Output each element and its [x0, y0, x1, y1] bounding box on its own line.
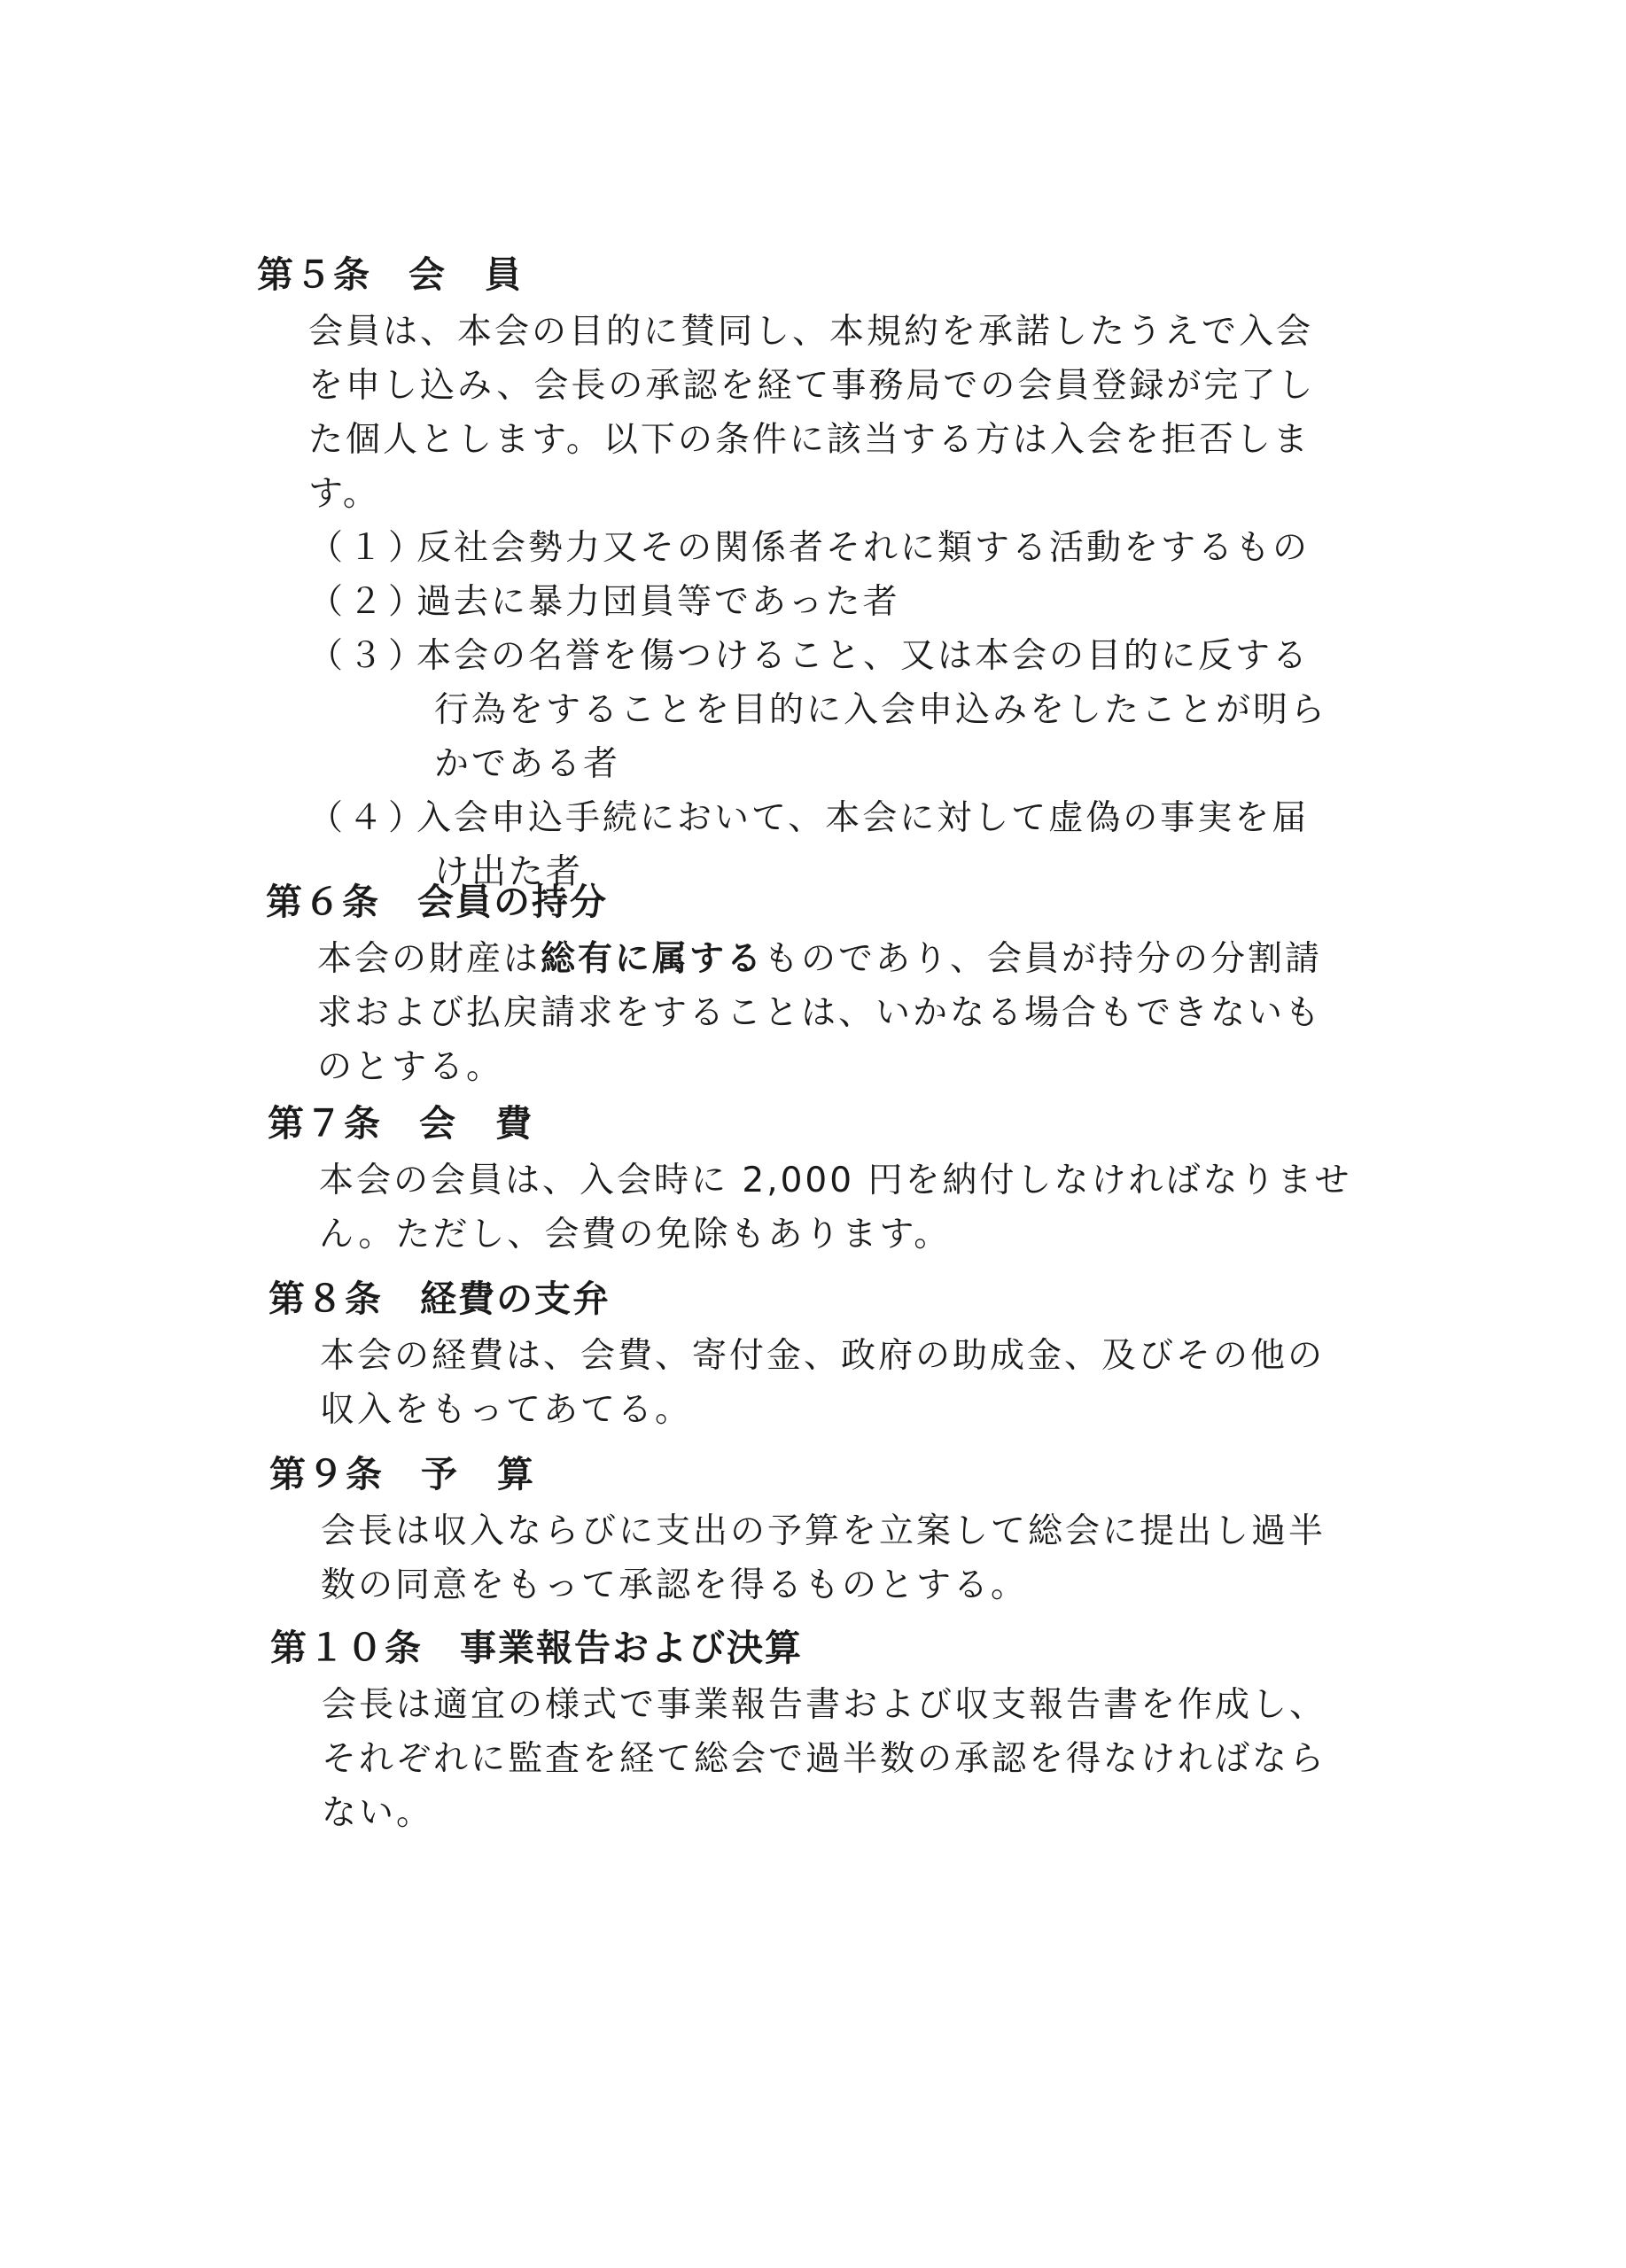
body-line: す。: [308, 474, 380, 514]
article-body: [322, 1678, 1387, 1840]
list-item: [308, 575, 1373, 629]
body-line: ん。ただし、会費の免除もあります。: [319, 1215, 952, 1254]
list-item-continuation: 行為をすることを目的に入会申込みをしたことが明ら: [434, 690, 1328, 730]
article-body: [317, 932, 1382, 1094]
article-body: [319, 1153, 1384, 1262]
article-heading: [268, 1099, 1384, 1148]
body-line: た個人とします。以下の条件に該当する方は入会を拒否しま: [308, 420, 1311, 460]
list-item-continuation: かである者: [434, 744, 621, 784]
article-heading: [270, 1623, 1387, 1673]
article-number: 第５条: [257, 253, 371, 296]
list-item-text: 入会申込手続において、本会に対して虚偽の事実を届: [416, 798, 1310, 838]
list-item-continuation: け出た者: [434, 852, 584, 892]
article-title: 経費の支弁: [420, 1278, 611, 1320]
list-marker: （４）: [308, 798, 429, 838]
body-line: を申し込み、会長の承認を経て事務局での会員登録が完了し: [308, 366, 1316, 406]
article-title: 会 費: [419, 1102, 533, 1145]
article-number: 第６条: [266, 881, 380, 923]
article-body: [308, 305, 1373, 899]
body-line: 数の同意をもって承認を得るものとする。: [321, 1565, 1029, 1605]
body-line: 会長は適宜の様式で事業報告書および収支報告書を作成し、: [322, 1685, 1327, 1725]
list-marker: （２）: [308, 582, 429, 622]
body-line: ない。: [322, 1793, 434, 1833]
body-line: 会員は、本会の目的に賛同し、本規約を承諾したうえで入会: [308, 312, 1314, 352]
article-title: 事業報告および決算: [460, 1627, 803, 1669]
article-number: 第８条: [268, 1278, 383, 1320]
article-title: 予 算: [421, 1453, 535, 1495]
list-item: [308, 521, 1373, 575]
body-line: 会長は収入ならびに支出の予算を立案して総会に提出し過半: [321, 1511, 1326, 1551]
article-number: 第９条: [269, 1453, 384, 1495]
article-7: [268, 1099, 1384, 1262]
article-title: 会 員: [408, 253, 523, 296]
body-line: 収入をもってあてる。: [320, 1390, 693, 1430]
article-10: [270, 1623, 1387, 1840]
body-text: ものであり、会員が持分の分割請: [764, 939, 1323, 979]
article-9: [269, 1449, 1386, 1612]
article-heading: [257, 250, 1373, 299]
article-heading: [268, 1274, 1385, 1324]
body-line: 本会の会員は、入会時に 2,000 円を納付しなければなりませ: [319, 1161, 1352, 1200]
list-item: [308, 629, 1373, 683]
list-marker: （１）: [308, 528, 429, 568]
article-number: 第７条: [268, 1102, 382, 1145]
list-item: [308, 791, 1373, 845]
article-number: 第１０条: [270, 1627, 423, 1669]
body-text: 本会の財産は: [317, 939, 541, 979]
article-heading: [266, 877, 1382, 927]
body-line: 本会の経費は、会費、寄付金、政府の助成金、及びその他の: [320, 1336, 1326, 1376]
emphasized-text: 総有に属する: [541, 939, 765, 979]
body-line: 求および払戻請求をすることは、いかなる場合もできないも: [317, 993, 1323, 1033]
article-6: [266, 877, 1382, 1094]
list-marker: （３）: [308, 636, 429, 676]
condition-list: [308, 521, 1373, 899]
list-item-text: 反社会勢力又その関係者それに類する活動をするもの: [416, 528, 1311, 568]
body-line: のとする。: [317, 1047, 504, 1087]
article-body: [321, 1504, 1386, 1612]
list-item-text: 過去に暴力団員等であった者: [416, 582, 900, 622]
body-line: [317, 932, 1382, 986]
article-body: [320, 1329, 1385, 1437]
article-title: 会員の持分: [417, 881, 608, 923]
article-5: [257, 250, 1373, 899]
body-line: それぞれに監査を経て総会で過半数の承認を得なければなら: [322, 1739, 1327, 1779]
list-item-text: 本会の名誉を傷つけること、又は本会の目的に反する: [416, 636, 1311, 676]
article-heading: [269, 1449, 1386, 1499]
article-8: [268, 1274, 1385, 1437]
